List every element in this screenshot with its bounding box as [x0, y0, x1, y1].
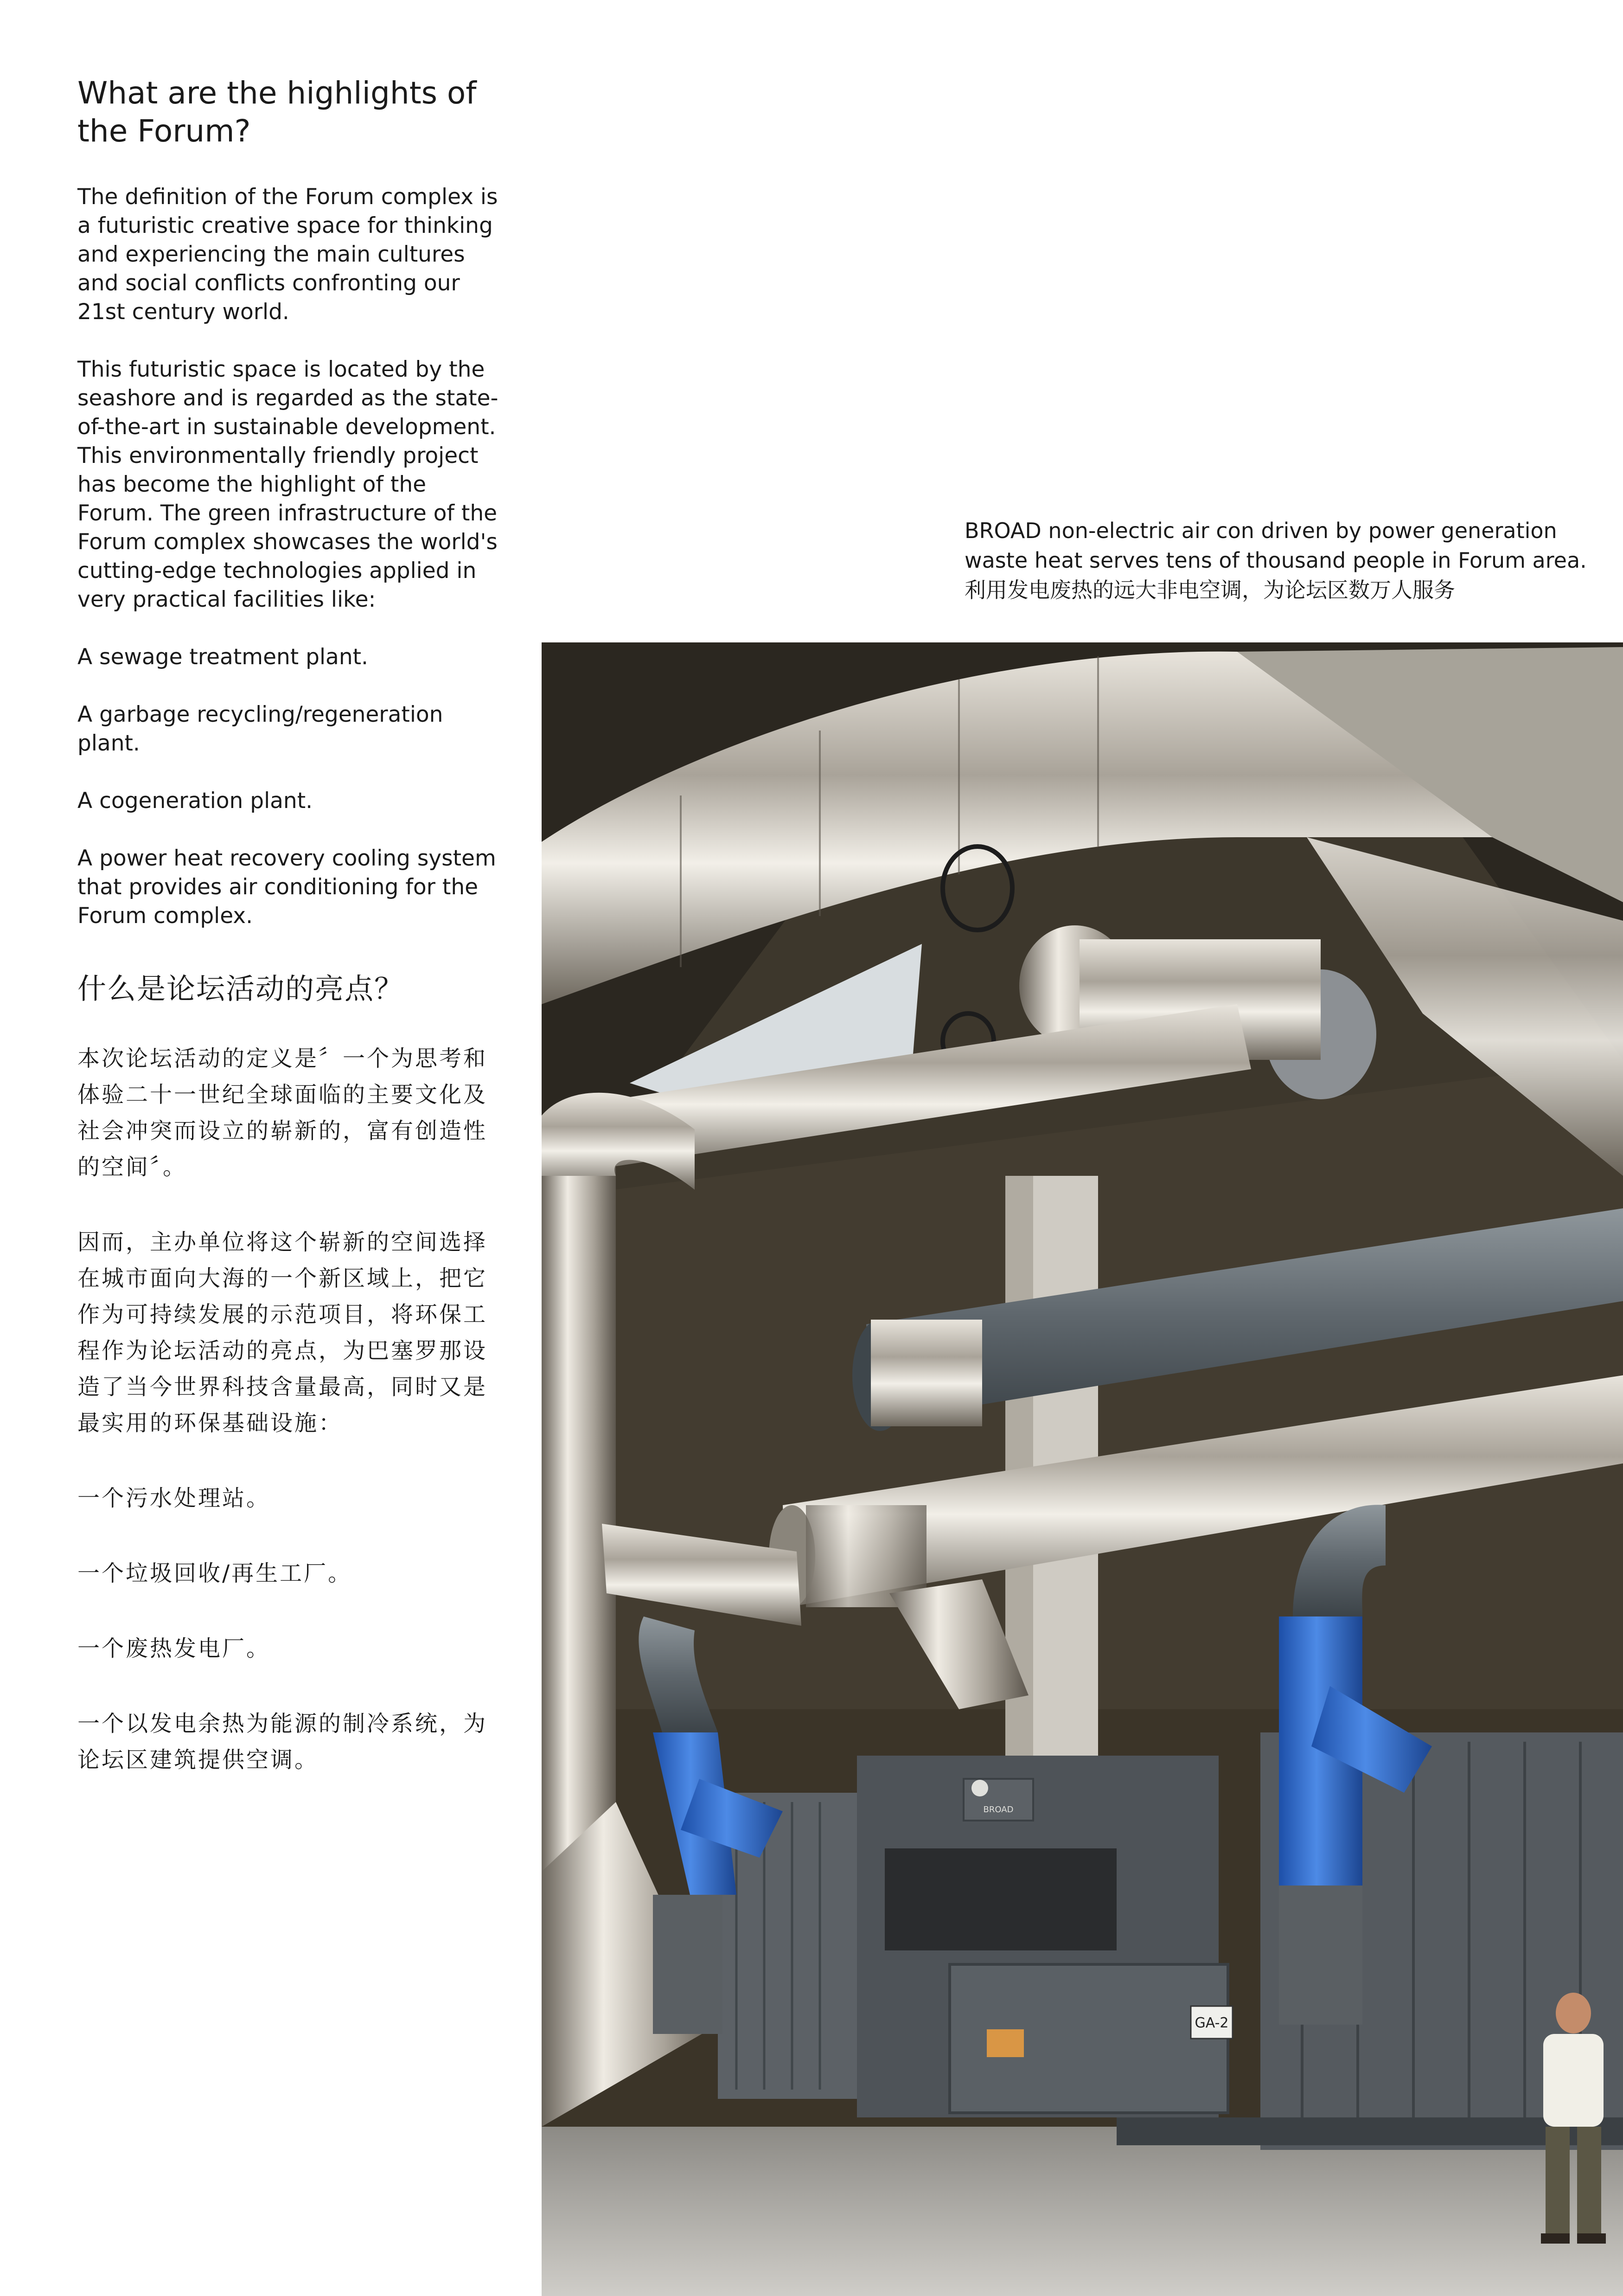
photo-caption [965, 516, 1614, 605]
plant-room-photo [542, 642, 1623, 2296]
paragraph-definition-en: The definition of the Forum complex is a futuristic creative space for thinking and experiencing the main cultures and social conflicts confronting our 21st century world. [77, 184, 498, 325]
heading-en: What are the highlights of the Forum? [77, 75, 477, 149]
paragraph-space-cn: 因而，主办单位将这个崭新的空间选择在城市面向大海的一个新区域上，把它作为可持续发展的示范项目，将环保工程作为论坛活动的亮点，为巴塞罗那设造了当今世界科技含量最高，同时又是最实用的环保基础设施： [77, 1229, 488, 1436]
caption-line-3: 利用发电废热的远大非电空调，为论坛区数万人服务 [965, 577, 1455, 603]
plant-room-illustration [542, 642, 1623, 2296]
caption-line-1: BROAD non-electric air con driven by power generation [965, 518, 1557, 543]
caption-line-2: waste heat serves tens of thousand people in Forum area. [965, 548, 1587, 573]
paragraph-space-en: This futuristic space is located by the seashore and is regarded as the state-of-the-art in sustainable development. This environmentally friendly project has become the highlight of the Forum. The green infrastructure of the Forum complex showcases the world's cutting-edge technologies applied in very practical facilities like: [77, 357, 498, 612]
left-column [77, 74, 504, 1817]
unit-label: GA-2 [1195, 2015, 1229, 2031]
paragraph-definition-cn: 本次论坛活动的定义是〞一个为思考和体验二十一世纪全球面临的主要文化及社会冲突而设立的崭新的，富有创造性的空间〞。 [77, 1045, 488, 1180]
list-item-sewage-cn: 一个污水处理站。 [77, 1485, 271, 1511]
list-item-sewage-en: A sewage treatment plant. [77, 644, 368, 670]
heading-cn: 什么是论坛活动的亮点？ [77, 972, 404, 1006]
list-item-cooling-cn: 一个以发电余热为能源的制冷系统，为论坛区建筑提供空调。 [77, 1711, 488, 1773]
brand-plate: BROAD [983, 1805, 1014, 1815]
list-item-cogeneration-en: A cogeneration plant. [77, 788, 313, 814]
list-item-garbage-en: A garbage recycling/regeneration plant. [77, 702, 443, 756]
list-item-garbage-cn: 一个垃圾回收/再生工厂。 [77, 1560, 352, 1586]
list-item-cogeneration-cn: 一个废热发电厂。 [77, 1635, 271, 1661]
list-item-cooling-en: A power heat recovery cooling system that provides air conditioning for the Forum complex. [77, 846, 496, 929]
